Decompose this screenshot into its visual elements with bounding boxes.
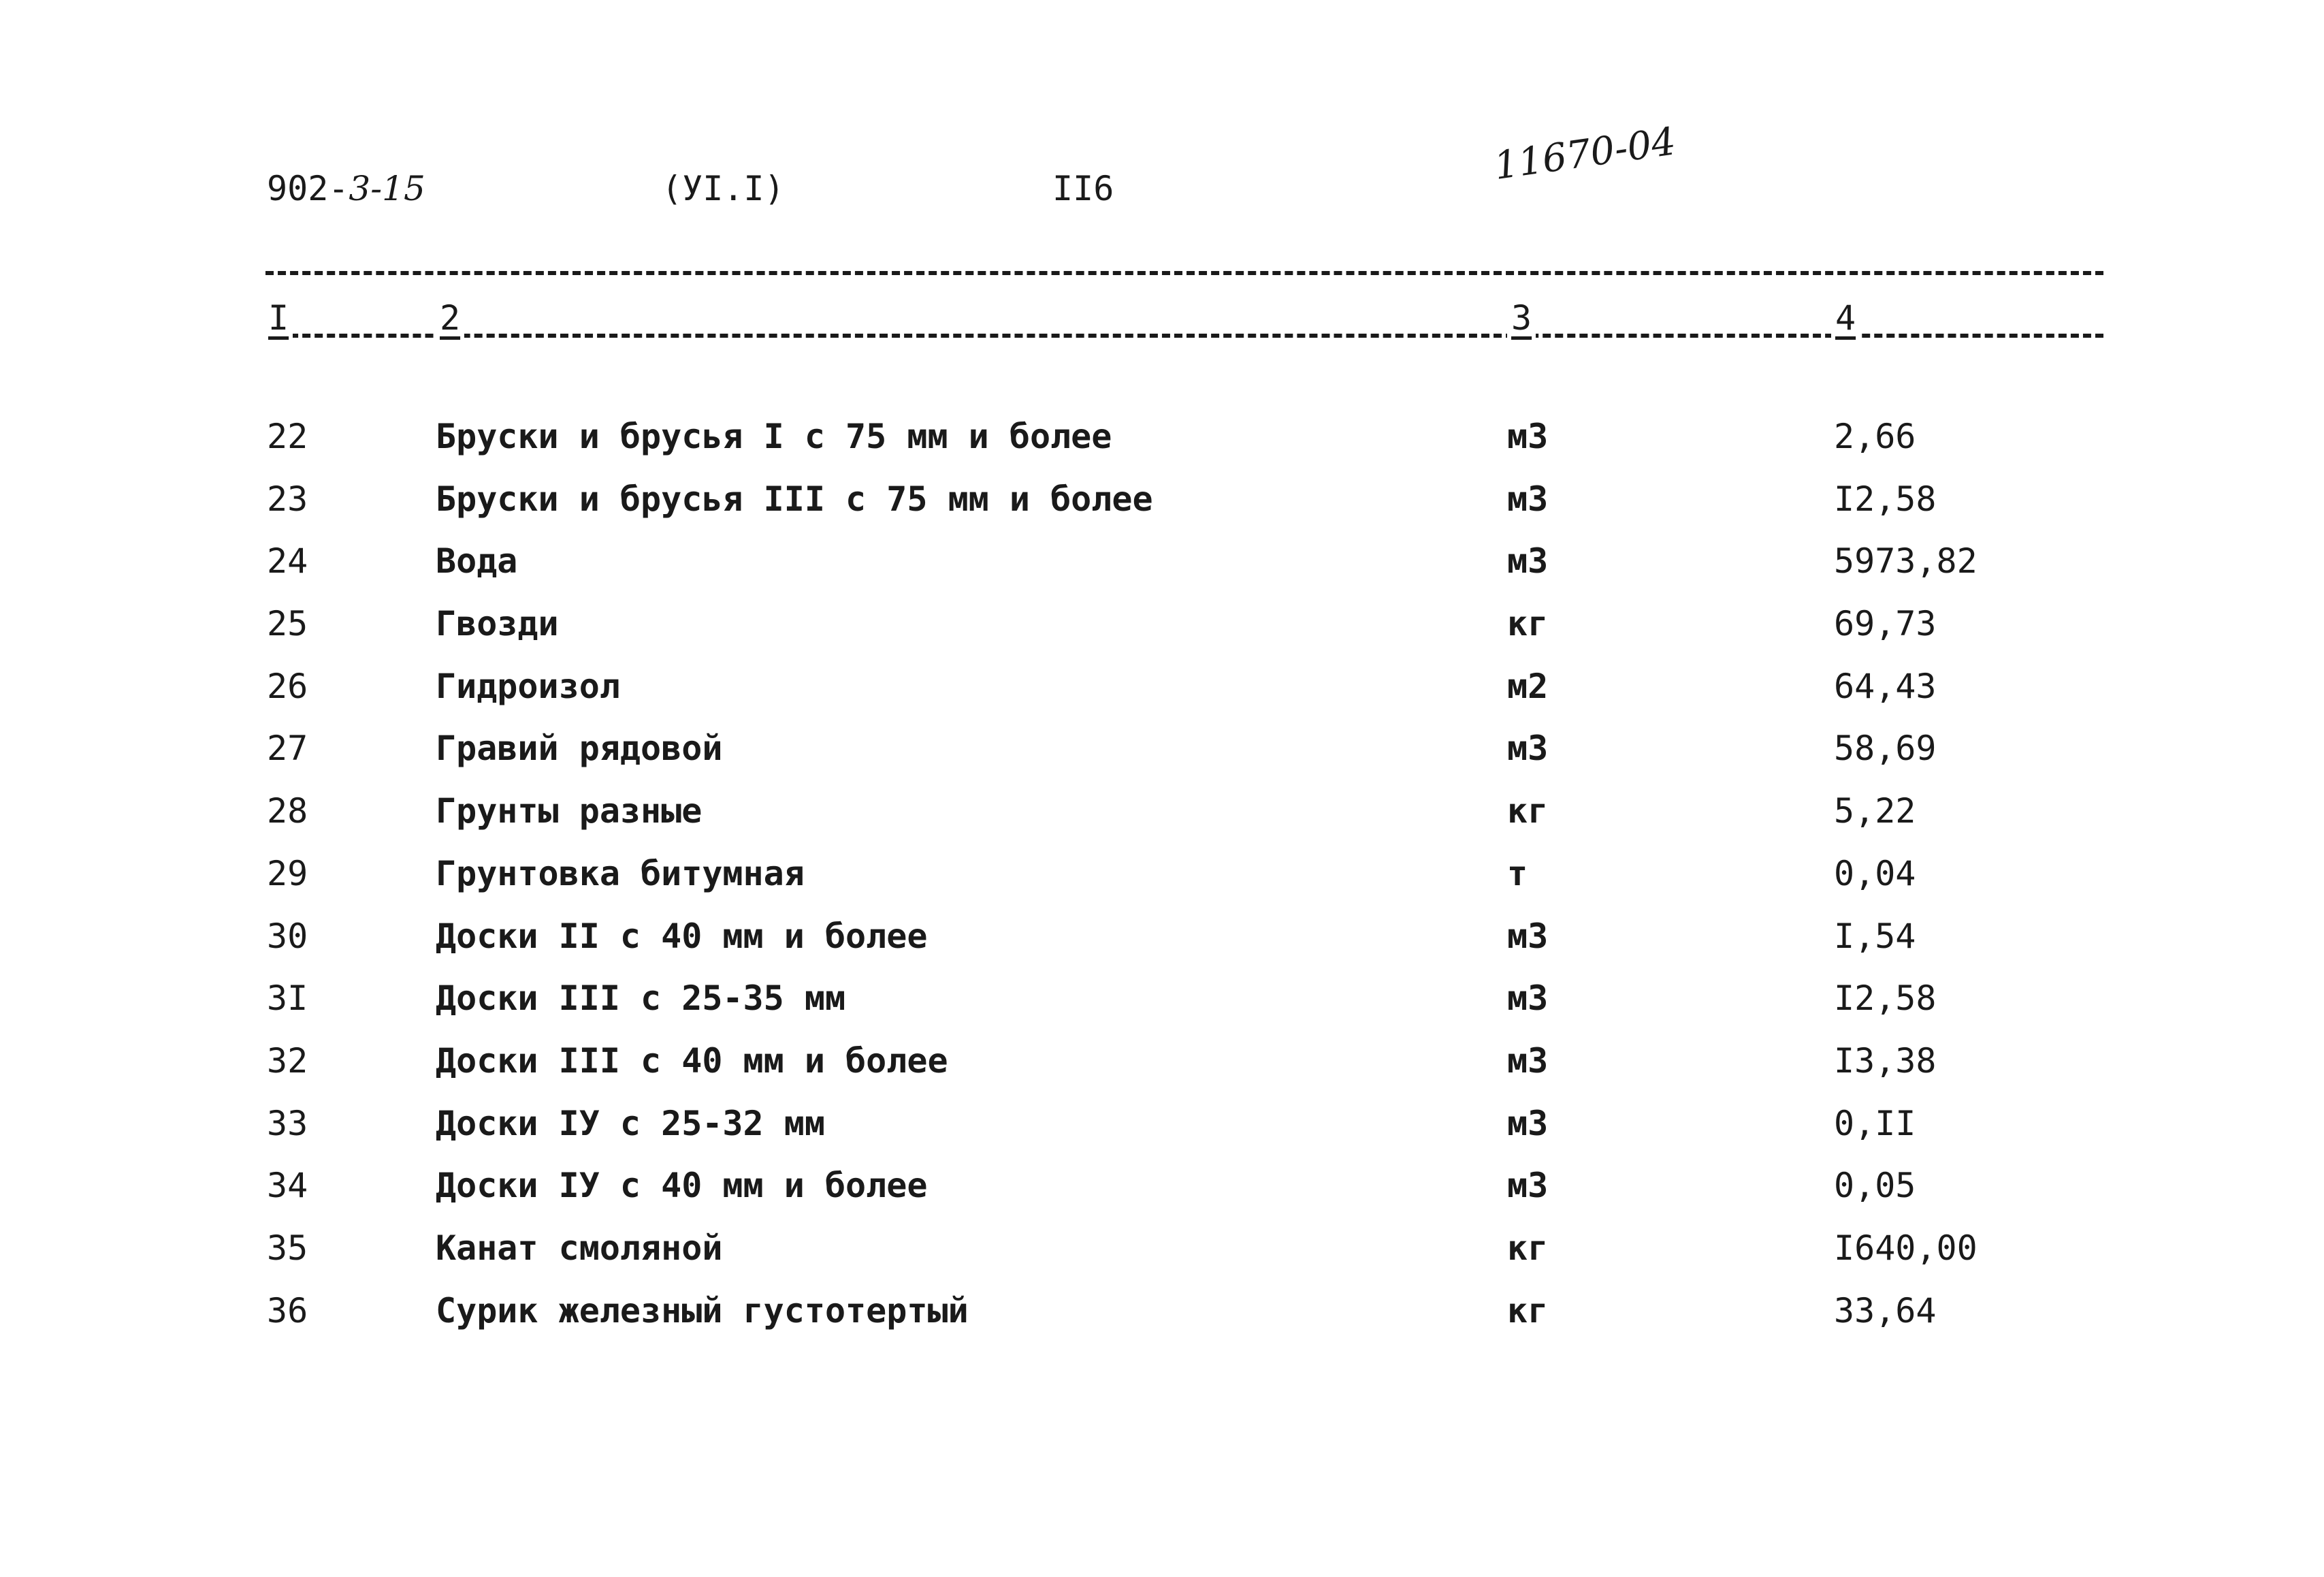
- unit-of-measure: м3: [1507, 1040, 1549, 1081]
- unit-of-measure: м3: [1507, 541, 1549, 582]
- material-name: Бруски и брусья I с 75 мм и более: [436, 417, 1112, 456]
- column-number-3: 3: [1507, 298, 1536, 338]
- quantity: 33,64: [1834, 1290, 1937, 1331]
- quantity: I2,58: [1834, 978, 1937, 1019]
- unit-of-measure: м2: [1507, 666, 1549, 706]
- unit-of-measure: кг: [1507, 1290, 1549, 1331]
- table-row: [0, 1166, 2324, 1228]
- column-number-2: 2: [436, 298, 464, 338]
- unit-of-measure: м3: [1507, 417, 1549, 456]
- table-row: [0, 1041, 2324, 1104]
- row-number: 33: [267, 1103, 308, 1143]
- document-code: [267, 169, 425, 208]
- top-dashed-rule: [265, 271, 2103, 275]
- table-row: [0, 479, 2324, 542]
- unit-of-measure: м3: [1507, 1103, 1549, 1143]
- table-row: [0, 1104, 2324, 1166]
- material-name: Доски III с 40 мм и более: [436, 1040, 948, 1081]
- unit-of-measure: м3: [1507, 729, 1549, 769]
- table-row: [0, 729, 2324, 791]
- quantity: 58,69: [1834, 729, 1937, 769]
- table-row: [0, 667, 2324, 729]
- material-name: Доски IУ с 25-32 мм: [436, 1103, 825, 1143]
- quantity: I3,38: [1834, 1040, 1937, 1081]
- row-number: 29: [267, 853, 308, 893]
- quantity: 69,73: [1834, 604, 1937, 644]
- document-code-handwritten: 3-15: [349, 169, 425, 208]
- row-number: 22: [267, 417, 308, 456]
- unit-of-measure: кг: [1507, 604, 1549, 644]
- quantity: 0,05: [1834, 1166, 1916, 1206]
- quantity: 0,II: [1834, 1103, 1916, 1143]
- table-row: [0, 541, 2324, 604]
- row-number: 36: [267, 1290, 308, 1331]
- material-name: Гравий рядовой: [436, 729, 723, 769]
- quantity: I640,00: [1834, 1228, 1978, 1268]
- material-name: Грунтовка битумная: [436, 853, 805, 893]
- column-dashed-rule: [265, 334, 2103, 338]
- quantity: I,54: [1834, 916, 1916, 956]
- document-code-prefix: 902-: [267, 169, 349, 208]
- unit-of-measure: м3: [1507, 916, 1549, 956]
- material-name: Канат смоляной: [436, 1228, 723, 1268]
- table-row: [0, 854, 2324, 917]
- page-number: II6: [1052, 169, 1114, 208]
- row-number: 3I: [267, 978, 308, 1019]
- unit-of-measure: кг: [1507, 791, 1549, 831]
- row-number: 28: [267, 791, 308, 831]
- material-name: Доски II с 40 мм и более: [436, 916, 928, 956]
- material-name: Грунты разные: [436, 791, 703, 831]
- row-number: 30: [267, 916, 308, 956]
- quantity: 64,43: [1834, 666, 1937, 706]
- row-number: 27: [267, 729, 308, 769]
- quantity: 2,66: [1834, 417, 1916, 456]
- row-number: 23: [267, 479, 308, 519]
- row-number: 32: [267, 1040, 308, 1081]
- row-number: 25: [267, 604, 308, 644]
- unit-of-measure: кг: [1507, 1228, 1549, 1268]
- material-name: Вода: [436, 541, 518, 582]
- row-number: 24: [267, 541, 308, 582]
- unit-of-measure: м3: [1507, 479, 1549, 519]
- table-row: [0, 1291, 2324, 1354]
- row-number: 34: [267, 1166, 308, 1206]
- material-name: Доски III с 25-35 мм: [436, 978, 846, 1019]
- section-number: (УI.I): [662, 169, 785, 208]
- row-number: 26: [267, 666, 308, 706]
- material-name: Доски IУ с 40 мм и более: [436, 1166, 928, 1206]
- unit-of-measure: т: [1507, 853, 1528, 893]
- quantity: 5973,82: [1834, 541, 1978, 582]
- table-row: [0, 978, 2324, 1041]
- handwritten-number: 11670-04: [1491, 119, 1679, 189]
- unit-of-measure: м3: [1507, 1166, 1549, 1206]
- quantity: 5,22: [1834, 791, 1916, 831]
- material-name: Гвозди: [436, 604, 559, 644]
- table-row: [0, 917, 2324, 979]
- quantity: 0,04: [1834, 853, 1916, 893]
- table-row: [0, 791, 2324, 854]
- column-number-4: 4: [1831, 298, 1860, 338]
- unit-of-measure: м3: [1507, 978, 1549, 1019]
- material-name: Бруски и брусья III с 75 мм и более: [436, 479, 1153, 519]
- table-row: [0, 604, 2324, 667]
- material-name: Сурик железный густотертый: [436, 1290, 969, 1331]
- table-row: [0, 417, 2324, 479]
- quantity: I2,58: [1834, 479, 1937, 519]
- column-number-1: I: [264, 298, 293, 338]
- material-name: Гидроизол: [436, 666, 620, 706]
- row-number: 35: [267, 1228, 308, 1268]
- materials-table: [0, 417, 2324, 1353]
- table-row: [0, 1228, 2324, 1291]
